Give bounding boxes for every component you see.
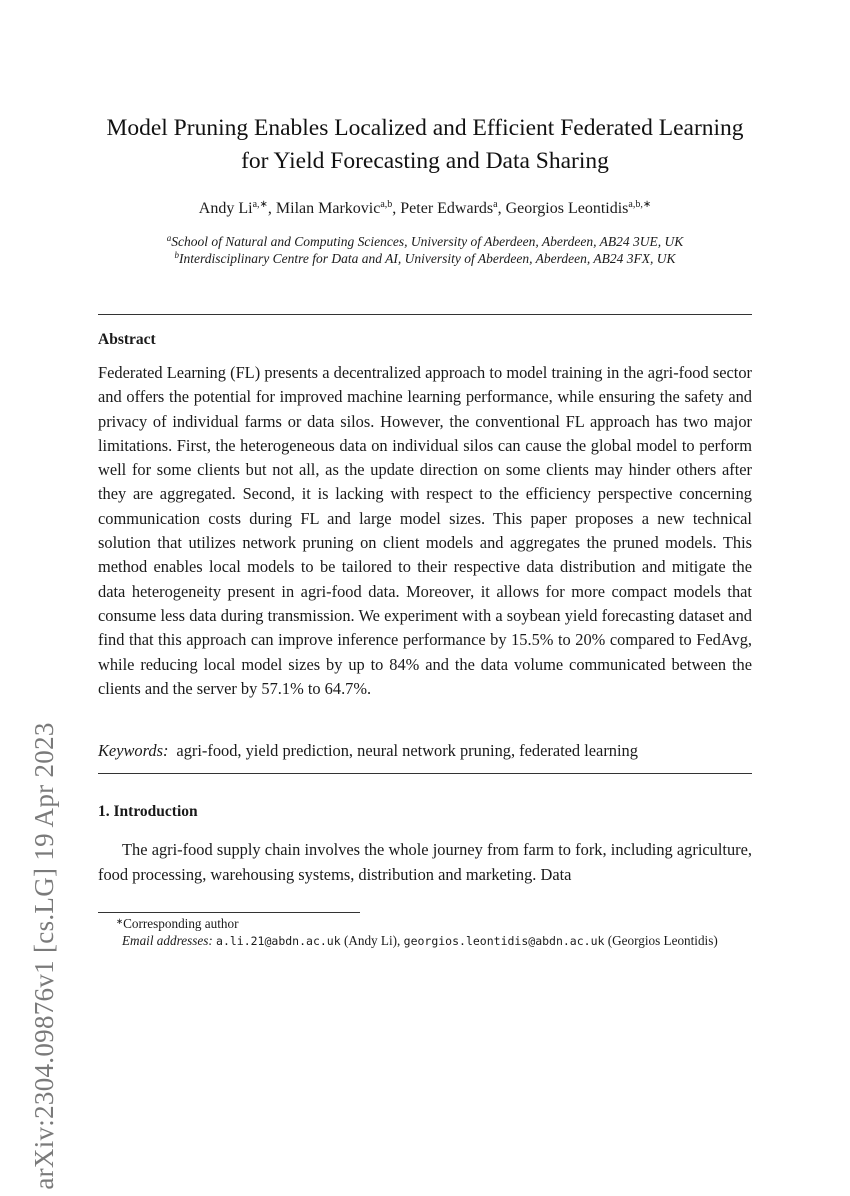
- footnote: [98, 915, 752, 950]
- affiliation-text: School of Natural and Computing Sciences, University of Aberdeen, Aberdeen, AB24 3UE, UK: [171, 234, 684, 249]
- introduction-body: The agri-food supply chain involves the whole journey from farm to fork, including agriculture, food processing, warehousing systems, distribution and marketing. Data: [98, 840, 752, 884]
- author-affiliation-mark: a,b,∗: [628, 199, 652, 210]
- author-affiliation-mark: a,b: [380, 199, 393, 210]
- abstract-top-rule: [98, 314, 752, 315]
- affiliation-line: [98, 233, 752, 250]
- corresponding-author-text: Corresponding author: [123, 916, 239, 931]
- keywords-text: agri-food, yield prediction, neural network pruning, federated learning: [176, 741, 638, 760]
- paper-title: Model Pruning Enables Localized and Efficient Federated Learning for Yield Forecasting and Data Sharing: [106, 115, 744, 174]
- affiliation-list: [98, 233, 752, 267]
- affiliation-text: Interdisciplinary Centre for Data and AI, University of Aberdeen, Aberdeen, AB24 3FX, UK: [179, 251, 676, 266]
- author-name: Georgios Leontidis: [505, 200, 629, 217]
- abstract-bottom-rule: [98, 773, 752, 774]
- author-affiliation-mark: a: [493, 199, 498, 210]
- author-name: Peter Edwards: [400, 200, 494, 217]
- author-affiliation-mark: a,∗: [252, 199, 268, 210]
- keywords-line: [98, 740, 752, 762]
- affiliation-mark: b: [174, 250, 180, 260]
- affiliation-mark: a: [166, 233, 172, 243]
- footnote-rule: [98, 912, 360, 913]
- email-link-andy-li[interactable]: a.li.21@abdn.ac.uk: [216, 934, 341, 948]
- email-owner: (Georgios Leontidis): [607, 933, 718, 948]
- author-name: Milan Markovic: [275, 200, 381, 217]
- introduction-heading: 1. Introduction: [98, 803, 198, 820]
- arxiv-identifier-stamp: [14, 296, 74, 1190]
- author-list: Andy $Li^{a,∗}$, Milan Markovic$^{a,b}$, Peter Edwards$^a$, Georgios Leontidis$^{a,b,∗}$: [198, 199, 652, 217]
- email-owner: (Andy Li),: [343, 933, 401, 948]
- abstract-heading: Abstract: [98, 331, 156, 348]
- arxiv-identifier-text: arXiv:2304.09876v1 [cs.LG] 19 Apr 2023: [28, 722, 59, 1190]
- keywords-label: Keywords:: [98, 741, 169, 760]
- footnote-emails: [98, 932, 752, 950]
- email-label: Email addresses:: [122, 933, 213, 948]
- abstract-body: Federated Learning (FL) presents a decentralized approach to model training in the agri-food sector and offers the potential for improved machine learning performance, while ensuring the safety and privacy of individual farms or data silos. However, the conventional FL approach has two major limitations. First, the heterogeneous data on individual silos can cause the global model to perform well for some clients but not all, as the update direction on some clients may hinder others after they are aggregated. Second, it is lacking with respect to the efficiency perspective concerning communication costs during FL and large model sizes. This paper proposes a new technical solution that utilizes network pruning on client models and aggregates the pruned models. This method enables local models to be tailored to their respective data distribution and mitigate the data heterogeneity present in agri-food data. Moreover, it allows for more compact models that consume less data during transmission. We experiment with a soybean yield forecasting dataset and find that this approach can improve inference performance by 15.5% to 20% compared to FedAvg, while reducing local model sizes by up to 84% and the data volume communicated between the clients and the server by 57.1% to 64.7%.: [98, 363, 752, 698]
- author-name: Andy Li: [198, 200, 253, 217]
- footnote-mark: ∗: [116, 916, 124, 926]
- affiliation-line: [98, 250, 752, 267]
- email-link-georgios-leontidis[interactable]: georgios.leontidis@abdn.ac.uk: [403, 934, 605, 948]
- footnote-corresponding: [98, 915, 752, 932]
